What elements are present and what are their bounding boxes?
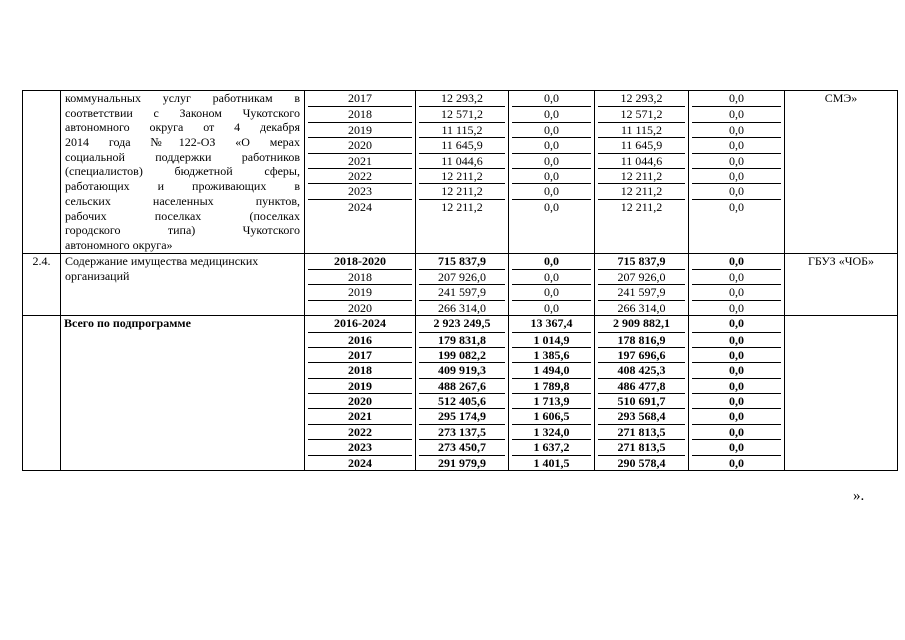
fb-cell: 1 606,5 [512,408,591,423]
year-cell: 2021 [308,153,412,168]
total-cell: 11 044,6 [419,153,505,168]
description-line: рабочих поселках (поселках [65,208,300,223]
fb-cell: 1 385,6 [512,347,591,362]
total-cell: 241 597,9 [419,284,505,299]
fb-cell: 1 494,0 [512,362,591,377]
fb-cell: 1 789,8 [512,378,591,393]
year-column [305,316,416,471]
other-cell: 0,0 [692,455,781,470]
year-cell: 2018 [308,269,412,284]
ob-cell: 12 211,2 [598,199,685,214]
other-cell: 0,0 [692,393,781,408]
executor-cell: ГБУЗ «ЧОБ» [785,253,898,316]
other-cell: 0,0 [692,199,781,214]
other-cell: 0,0 [729,91,744,105]
table-row [23,91,898,254]
year-cell: 2023 [308,439,412,454]
fb-cell: 0,0 [512,122,591,137]
description-line: социальной поддержки работников [65,149,300,164]
subprogram-total-label: Всего по подпрограмме [61,316,305,471]
closing-quote-mark: ». [853,488,865,504]
total-cell: 11 115,2 [419,122,505,137]
description-line: автономного округа» [65,237,173,252]
fb-cell: 0,0 [544,253,559,268]
other-cell: 0,0 [692,332,781,347]
ob-cell: 12 571,2 [598,106,685,121]
fb-cell: 0,0 [512,300,591,315]
description-line: работающих и проживающих в [65,179,300,194]
fb-cell: 1 324,0 [512,424,591,439]
total-cell: 11 645,9 [419,137,505,152]
description-line: автономного округа от 4 декабря [65,120,300,135]
item-description-cell [61,91,305,254]
ob-cell: 271 813,5 [598,424,685,439]
total-cell: 295 174,9 [419,408,505,423]
other-cell: 0,0 [692,347,781,362]
other-cell: 0,0 [729,253,744,268]
table-row [23,253,898,316]
other-cell: 0,0 [692,424,781,439]
ob-cell: 715 837,9 [617,253,666,268]
year-cell: 2016 [308,332,412,347]
ob-cell: 178 816,9 [598,332,685,347]
other-cell: 0,0 [692,122,781,137]
year-cell: 2018 [308,106,412,121]
ob-cell: 11 044,6 [598,153,685,168]
fb-cell: 0,0 [512,183,591,198]
item-number-cell: 2.4. [23,253,61,316]
table-row [23,316,898,471]
total-cell: 2 923 249,5 [433,316,491,331]
other-cell: 0,0 [692,106,781,121]
total-cell: 715 837,9 [438,253,486,268]
year-cell: 2023 [308,183,412,198]
year-cell: 2020 [308,393,412,408]
ob-cell: 271 813,5 [598,439,685,454]
year-cell: 2018 [308,362,412,377]
fb-cell: 0,0 [512,137,591,152]
ob-cell: 241 597,9 [598,284,685,299]
year-column [305,253,416,316]
fb-cell: 1 401,5 [512,455,591,470]
ob-cell: 12 293,2 [620,91,663,105]
federal-budget-column [509,253,595,316]
other-cell: 0,0 [692,284,781,299]
item-number-cell [23,91,61,254]
total-cell: 12 293,2 [441,91,483,105]
total-cell: 273 137,5 [419,424,505,439]
year-cell: 2024 [308,199,412,214]
description-line: 2014 года №122-ОЗ «О мерах [65,135,300,150]
other-cell: 0,0 [692,183,781,198]
other-cell: 0,0 [692,362,781,377]
year-cell: 2024 [308,455,412,470]
other-cell: 0,0 [692,137,781,152]
total-cell: 179 831,8 [419,332,505,347]
total-cell: 12 211,2 [419,168,505,183]
ob-cell: 266 314,0 [598,300,685,315]
description-line: сельских населенных пунктов, [65,193,300,208]
subprogram-funding-table [22,90,898,471]
fb-cell: 0,0 [512,153,591,168]
fb-cell: 1 637,2 [512,439,591,454]
ob-cell: 12 211,2 [598,168,685,183]
total-column [416,316,509,471]
year-cell: 2021 [308,408,412,423]
executor-cell: СМЭ» [785,91,898,254]
fb-cell: 1 014,9 [512,332,591,347]
total-cell: 12 211,2 [419,183,505,198]
ob-cell: 408 425,3 [598,362,685,377]
regional-budget-column [595,253,689,316]
other-sources-column [689,91,785,254]
other-cell: 0,0 [692,439,781,454]
ob-cell: 197 696,6 [598,347,685,362]
other-cell: 0,0 [692,378,781,393]
description-line: (специалистов) бюджетной сферы, [65,164,300,179]
year-cell: 2022 [308,168,412,183]
year-cell: 2019 [308,122,412,137]
year-cell: 2019 [308,378,412,393]
other-sources-column [689,253,785,316]
total-cell: 12 211,2 [419,199,505,214]
fb-cell: 0,0 [512,284,591,299]
other-sources-column [689,316,785,471]
fb-cell: 13 367,4 [530,316,573,331]
other-cell: 0,0 [692,408,781,423]
year-column [305,91,416,254]
total-cell: 199 082,2 [419,347,505,362]
other-cell: 0,0 [692,269,781,284]
ob-cell: 2 909 882,1 [613,316,670,331]
year-cell: 2017 [308,347,412,362]
ob-cell: 12 211,2 [598,183,685,198]
total-cell: 207 926,0 [419,269,505,284]
ob-cell: 486 477,8 [598,378,685,393]
other-cell: 0,0 [729,316,744,331]
total-cell: 512 405,6 [419,393,505,408]
fb-cell: 0,0 [512,168,591,183]
total-column [416,253,509,316]
year-cell: 2020 [308,300,412,315]
total-number-cell [23,316,61,471]
year-cell: 2017 [348,91,372,105]
item-description-cell: Содержание имущества медицинских организаций [61,253,305,316]
regional-budget-column [595,316,689,471]
federal-budget-column [509,316,595,471]
executor-cell [785,316,898,471]
description-line: городского типа) Чукотского [65,223,300,238]
fb-cell: 0,0 [544,91,559,105]
regional-budget-column [595,91,689,254]
ob-cell: 11 115,2 [598,122,685,137]
federal-budget-column [509,91,595,254]
fb-cell: 0,0 [512,106,591,121]
ob-cell: 510 691,7 [598,393,685,408]
year-cell: 2018-2020 [334,253,386,268]
year-cell: 2016-2024 [334,316,386,331]
total-cell: 291 979,9 [419,455,505,470]
total-cell: 409 919,3 [419,362,505,377]
description-line: соответствии с Законом Чукотского [65,105,300,120]
ob-cell: 293 568,4 [598,408,685,423]
total-cell: 12 571,2 [419,106,505,121]
total-cell: 488 267,6 [419,378,505,393]
year-cell: 2022 [308,424,412,439]
fb-cell: 0,0 [512,199,591,214]
year-cell: 2020 [308,137,412,152]
other-cell: 0,0 [692,300,781,315]
ob-cell: 207 926,0 [598,269,685,284]
total-column [416,91,509,254]
fb-cell: 1 713,9 [512,393,591,408]
ob-cell: 11 645,9 [598,137,685,152]
year-cell: 2019 [308,284,412,299]
other-cell: 0,0 [692,153,781,168]
ob-cell: 290 578,4 [598,455,685,470]
other-cell: 0,0 [692,168,781,183]
fb-cell: 0,0 [512,269,591,284]
total-cell: 266 314,0 [419,300,505,315]
total-cell: 273 450,7 [419,439,505,454]
description-line: коммунальных услуг работникам в [65,91,300,105]
